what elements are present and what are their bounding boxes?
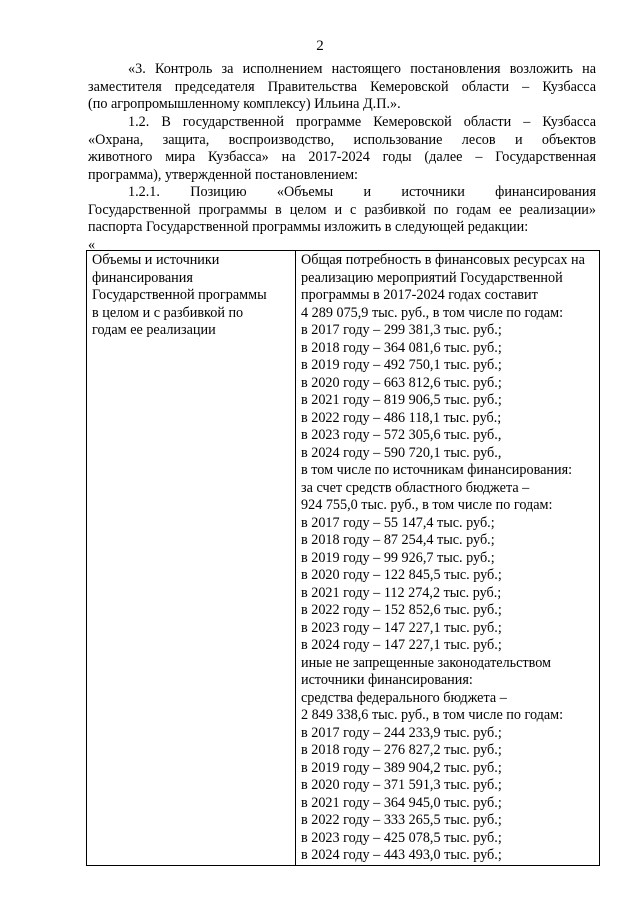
cell-line: в 2024 году – 443 493,0 тыс. руб.; <box>301 847 502 863</box>
cell-line: в 2021 году – 112 274,2 тыс. руб.; <box>301 584 502 601</box>
cell-line: 924 755,0 тыс. руб., в том числе по годам: <box>301 497 553 513</box>
paragraph-position <box>88 184 596 254</box>
cell-line: в том числе по источникам финансирования: <box>301 462 573 478</box>
passport-table <box>86 250 600 866</box>
paragraph-control <box>88 61 596 114</box>
text-line: Государственной программы в целом и с разбивкой по годам ее реализации» <box>88 201 596 218</box>
cell-line: средства федерального бюджета – <box>301 689 507 706</box>
text-line: «Охрана, защита, воспроизводство, использование лесов и объектов <box>88 131 596 148</box>
cell-line: 2 849 338,6 тыс. руб., в том числе по годам: <box>301 707 564 723</box>
cell-line: в 2019 году – 99 926,7 тыс. руб.; <box>301 549 495 566</box>
text-line: « <box>88 236 96 253</box>
cell-line: реализацию мероприятий Государственной <box>301 269 563 286</box>
cell-line: в 2023 году – 147 227,1 тыс. руб.; <box>301 619 502 636</box>
table-cell-funding <box>296 251 600 866</box>
cell-line: за счет средств областного бюджета – <box>301 479 530 496</box>
cell-line: в 2022 году – 152 852,6 тыс. руб.; <box>301 602 502 618</box>
cell-line: в 2021 году – 364 945,0 тыс. руб.; <box>301 794 502 811</box>
text-line: 1.2. В государственной программе Кемеровской области – Кузбасса <box>128 114 596 130</box>
cell-line: в 2018 году – 276 827,2 тыс. руб.; <box>301 742 502 758</box>
text-line: животного мира Кузбасса» на 2017-2024 годы (далее – Государственная <box>88 149 596 166</box>
cell-line: в 2023 году – 425 078,5 тыс. руб.; <box>301 829 502 846</box>
cell-line: в 2018 году – 364 081,6 тыс. руб.; <box>301 339 502 356</box>
cell-line: в 2023 году – 572 305,6 тыс. руб., <box>301 427 502 443</box>
cell-line: в целом и с разбивкой по <box>92 304 244 321</box>
text-line: (по агропромышленному комплексу) Ильина Д.П.». <box>88 96 401 113</box>
cell-line: иные не запрещенные законодательством <box>301 654 552 671</box>
text-line: «3. Контроль за исполнением настоящего постановления возложить на <box>128 61 596 77</box>
cell-line: Государственной программы <box>92 287 267 303</box>
cell-line: в 2022 году – 333 265,5 тыс. руб.; <box>301 812 502 828</box>
cell-line: в 2017 году – 299 381,3 тыс. руб.; <box>301 322 502 338</box>
cell-line: в 2021 году – 819 906,5 тыс. руб.; <box>301 392 502 408</box>
cell-line: в 2019 году – 492 750,1 тыс. руб.; <box>301 357 502 373</box>
cell-line: в 2017 году – 55 147,4 тыс. руб.; <box>301 514 495 531</box>
cell-line: в 2020 году – 371 591,3 тыс. руб.; <box>301 777 502 793</box>
cell-line: в 2024 году – 147 227,1 тыс. руб.; <box>301 637 502 653</box>
cell-line: в 2020 году – 122 845,5 тыс. руб.; <box>301 567 502 583</box>
cell-line: годам ее реализации <box>92 322 216 338</box>
cell-line: в 2018 году – 87 254,4 тыс. руб.; <box>301 532 495 548</box>
text-line: 1.2.1. Позицию «Объемы и источники финансирования <box>128 184 596 200</box>
text-line: программа), утвержденной постановлением: <box>88 166 358 183</box>
cell-line: в 2020 году – 663 812,6 тыс. руб.; <box>301 374 502 391</box>
text-line: заместителя председателя Правительства Кемеровской области – Кузбасса <box>88 78 596 95</box>
cell-line: в 2022 году – 486 118,1 тыс. руб.; <box>301 409 502 426</box>
table-row <box>87 251 600 866</box>
page-number: 2 <box>316 38 324 54</box>
paragraph-program <box>88 114 596 184</box>
cell-line: финансирования <box>92 269 193 286</box>
cell-line: Объемы и источники <box>92 252 220 268</box>
cell-line: 4 289 075,9 тыс. руб., в том числе по годам: <box>301 304 564 321</box>
cell-line: в 2019 году – 389 904,2 тыс. руб.; <box>301 759 502 776</box>
table-cell-heading <box>87 251 296 866</box>
cell-line: в 2024 году – 590 720,1 тыс. руб., <box>301 444 502 461</box>
cell-line: источники финансирования: <box>301 672 473 688</box>
cell-line: Общая потребность в финансовых ресурсах на <box>301 252 585 268</box>
cell-line: программы в 2017-2024 годах составит <box>301 287 538 303</box>
cell-line: в 2017 году – 244 233,9 тыс. руб.; <box>301 724 502 741</box>
text-line: паспорта Государственной программы изложить в следующей редакции: <box>88 219 529 236</box>
